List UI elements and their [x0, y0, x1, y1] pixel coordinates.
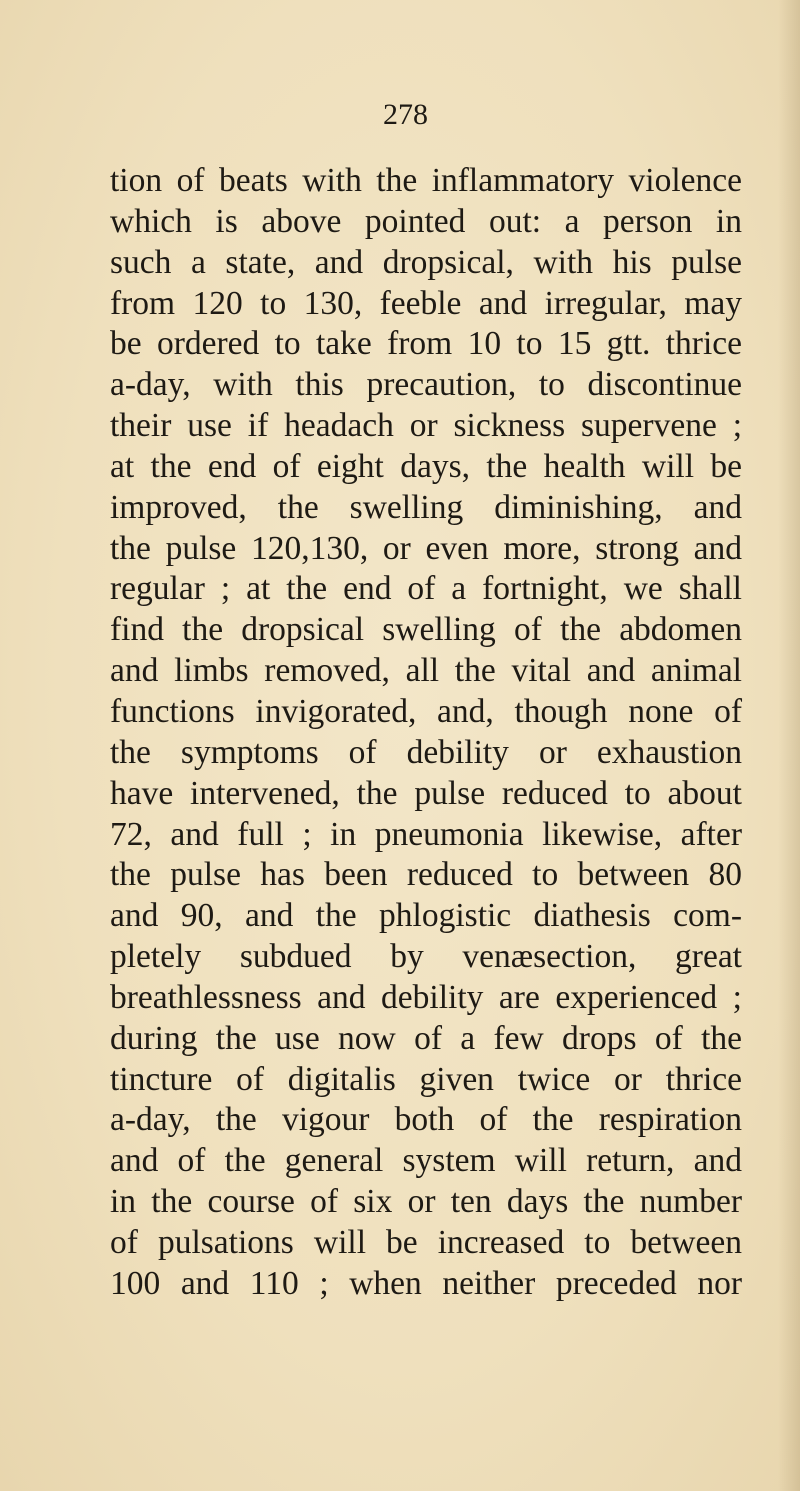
text-line: and limbs removed, all the vital and animal: [110, 652, 742, 690]
text-line: pletely subdued by venæsection, great: [110, 938, 742, 976]
text-line: at the end of eight days, the health will be: [110, 447, 742, 485]
text-line: find the dropsical swelling of the abdomen: [110, 611, 742, 649]
text-line: of pulsations will be increased to between: [110, 1223, 742, 1261]
text-line: and 90, and the phlogistic diathesis com-: [110, 897, 742, 935]
text-line: the pulse 120,130, or even more, strong and: [110, 529, 742, 567]
text-line: functions invigorated, and, though none of: [110, 692, 742, 730]
text-line: in the course of six or ten days the number: [110, 1183, 742, 1221]
text-line: tincture of digitalis given twice or thrice: [110, 1060, 742, 1098]
text-line: breathlessness and debility are experienced ;: [110, 978, 742, 1016]
text-line: 100 and 110 ; when neither preceded nor: [110, 1264, 742, 1302]
text-line: be ordered to take from 10 to 15 gtt. thrice: [110, 325, 742, 363]
text-line: a-day, the vigour both of the respiration: [110, 1101, 742, 1139]
text-line: regular ; at the end of a fortnight, we shall: [110, 570, 742, 608]
text-line: have intervened, the pulse reduced to about: [110, 774, 742, 812]
text-line: the symptoms of debility or exhaustion: [110, 733, 742, 771]
page-edge-shadow: [778, 0, 800, 1491]
page-number: 278: [383, 98, 428, 131]
text-line: a-day, with this precaution, to discontinue: [110, 366, 742, 404]
text-line: from 120 to 130, feeble and irregular, may: [110, 284, 742, 322]
text-line: which is above pointed out: a person in: [110, 202, 742, 240]
text-line: improved, the swelling diminishing, and: [110, 488, 742, 526]
text-line: the pulse has been reduced to between 80: [110, 856, 742, 894]
body-text: [110, 161, 742, 1305]
text-line: during the use now of a few drops of the: [110, 1019, 742, 1057]
text-line: tion of beats with the inflammatory violence: [110, 162, 742, 199]
text-line: and of the general system will return, and: [110, 1142, 742, 1180]
text-line: their use if headach or sickness supervene ;: [110, 407, 742, 445]
text-line: 72, and full ; in pneumonia likewise, after: [110, 815, 742, 853]
text-line: such a state, and dropsical, with his pulse: [110, 243, 742, 281]
